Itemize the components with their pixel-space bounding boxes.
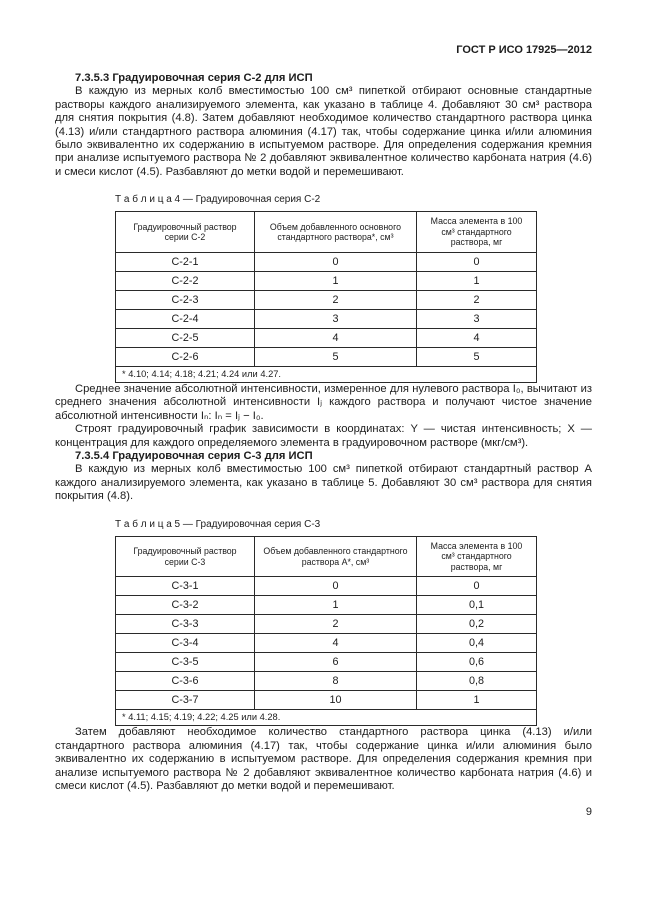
paragraph-c3-intro: В каждую из мерных колб вместимостью 100 см³ пипеткой отбирают стандартный раствор А каждого анализируемого элемента, как указано в таблице 5. Добавляют 30 см³ раствора для снятия покрытия (4.8). <box>55 463 592 503</box>
doc-code: ГОСТ Р ИСО 17925—2012 <box>456 44 592 56</box>
table-header-row <box>116 212 537 253</box>
table-row <box>116 291 537 310</box>
table-cell: 4 <box>417 329 537 348</box>
table-5-body <box>116 577 537 710</box>
table-cell: С-3-6 <box>116 672 255 691</box>
table-4-block <box>115 194 537 383</box>
table-column-header: Масса элемента в 100 см³ стандартного раствора, мг <box>417 212 537 253</box>
paragraph-calibration-graph: Строят градуировочный график зависимости в координатах: Y — чистая интенсивность; X — концентрация для каждого определяемого элемента в градуировочном растворе (мкг/см³). <box>55 423 592 449</box>
table-cell: С-3-2 <box>116 596 255 615</box>
table-footnote-row <box>116 710 537 726</box>
table-column-header: Объем добавленного основного стандартного раствора*, см³ <box>254 212 416 253</box>
table-cell: 3 <box>417 310 537 329</box>
table-cell: 8 <box>254 672 416 691</box>
table-cell: 5 <box>417 348 537 367</box>
table-cell: 4 <box>254 634 416 653</box>
table-cell: 0 <box>254 577 416 596</box>
table-cell: С-3-4 <box>116 634 255 653</box>
table-row <box>116 615 537 634</box>
table-cell: С-3-5 <box>116 653 255 672</box>
table-cell: 0,6 <box>417 653 537 672</box>
table-cell: 0,2 <box>417 615 537 634</box>
table-5-block <box>115 519 537 727</box>
table-row <box>116 577 537 596</box>
table-column-header: Градуировочный раствор серии С-2 <box>116 212 255 253</box>
section-heading-7-3-5-3: 7.3.5.3 Градуировочная серия С-2 для ИСП <box>75 72 313 84</box>
table-cell: 2 <box>254 615 416 634</box>
table-cell: С-3-7 <box>116 691 255 710</box>
table-cell: 5 <box>254 348 416 367</box>
table-footnote-row <box>116 367 537 383</box>
table-cell: 0,8 <box>417 672 537 691</box>
table-4-footnote: * 4.10; 4.14; 4.18; 4.21; 4.24 или 4.27. <box>116 367 537 383</box>
table-5-caption: Т а б л и ц а 5 — Градуировочная серия С-3 <box>115 518 321 530</box>
table-row <box>116 310 537 329</box>
table-row <box>116 329 537 348</box>
table-4-caption: Т а б л и ц а 4 — Градуировочная серия С-2 <box>115 194 321 206</box>
table-cell: 2 <box>254 291 416 310</box>
table-4 <box>115 211 537 383</box>
table-cell: С-2-4 <box>116 310 255 329</box>
paragraph-intensity: Среднее значение абсолютной интенсивности, измеренное для нулевого раствора I₀, вычитают из среднего значения абсолютной интенсивности Iⱼ каждого раствора и получают чистое значение абсолютной интенсивности Iₙ: Iₙ = Iⱼ − I₀. <box>55 383 592 422</box>
table-5-footnote: * 4.11; 4.15; 4.19; 4.22; 4.25 или 4.28. <box>116 710 537 726</box>
table-cell: 0 <box>417 253 537 272</box>
paragraph-closing: Затем добавляют необходимое количество стандартного раствора цинка (4.13) и/или стандартного раствора алюминия (4.17) так, чтобы содержание цинка и/или алюминия было эквивалентно их содержанию в испытуемом растворе. Для определения содержания кремния при анализе испытуемого раствора № 2 добавляют эквивалентное количество карбоната натрия (4.6) и смеси кислот (4.5). Разбавляют до метки водой и перемешивают. <box>55 726 592 793</box>
table-cell: 0,4 <box>417 634 537 653</box>
table-row <box>116 691 537 710</box>
table-5-foot <box>116 710 537 726</box>
table-5-header <box>116 536 537 577</box>
table-cell: С-2-3 <box>116 291 255 310</box>
table-column-header: Градуировочный раствор серии С-3 <box>116 536 255 577</box>
table-cell: 3 <box>254 310 416 329</box>
table-cell: 1 <box>254 272 416 291</box>
table-cell: 0,1 <box>417 596 537 615</box>
table-cell: 2 <box>417 291 537 310</box>
table-row <box>116 253 537 272</box>
table-cell: 6 <box>254 653 416 672</box>
table-row <box>116 272 537 291</box>
table-cell: 0 <box>417 577 537 596</box>
paragraph-c2-intro: В каждую из мерных колб вместимостью 100 см³ пипеткой отбирают основные стандартные растворы каждого анализируемого элемента, как указано в таблице 4. Добавляют 30 см³ раствора для снятия покрытия (4.8). Затем добавляют необходимое количество стандартного раствора цинка (4.13) и/или стандартного раствора алюминия (4.17) так, чтобы содержание цинка и/или алюминия было эквивалентно их содержанию в испытуемом растворе. Для определения содержания кремния при анализе испытуемого раствора № 2 добавляют эквивалентное количество карбоната натрия (4.6) и смеси кислот (4.5). Разбавляют до метки водой и перемешивают. <box>55 85 592 178</box>
table-row <box>116 634 537 653</box>
table-row <box>116 596 537 615</box>
table-cell: 1 <box>417 691 537 710</box>
table-cell: 1 <box>254 596 416 615</box>
table-cell: С-2-1 <box>116 253 255 272</box>
table-row <box>116 653 537 672</box>
table-header-row <box>116 536 537 577</box>
table-cell: 10 <box>254 691 416 710</box>
table-cell: 0 <box>254 253 416 272</box>
page-number: 9 <box>585 805 592 818</box>
table-cell: С-3-1 <box>116 577 255 596</box>
table-cell: С-2-5 <box>116 329 255 348</box>
table-row <box>116 348 537 367</box>
table-row <box>116 672 537 691</box>
section-heading-7-3-5-4: 7.3.5.4 Градуировочная серия С-3 для ИСП <box>75 450 313 463</box>
table-cell: С-2-2 <box>116 272 255 291</box>
table-cell: С-2-6 <box>116 348 255 367</box>
table-4-body <box>116 253 537 367</box>
table-cell: С-3-3 <box>116 615 255 634</box>
table-cell: 4 <box>254 329 416 348</box>
table-column-header: Объем добавленного стандартного раствора А*, см³ <box>254 536 416 577</box>
table-4-header <box>116 212 537 253</box>
table-cell: 1 <box>417 272 537 291</box>
table-4-foot <box>116 367 537 383</box>
table-column-header: Масса элемента в 100 см³ стандартного раствора, мг <box>417 536 537 577</box>
table-5 <box>115 536 537 727</box>
